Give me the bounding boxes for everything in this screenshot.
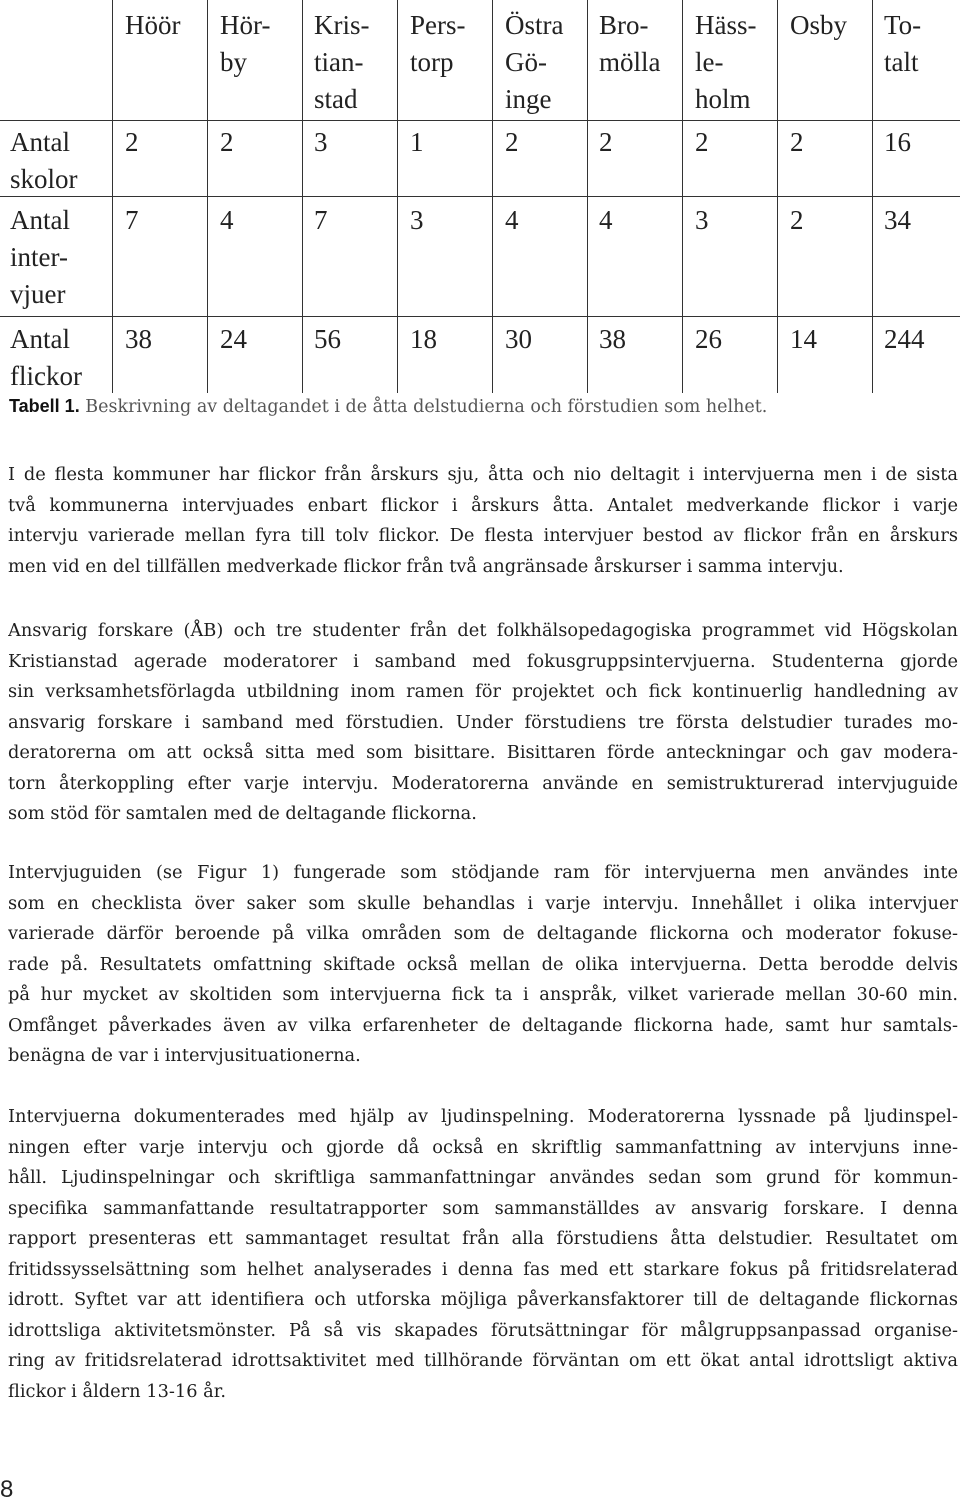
table-cell: 38 <box>599 324 626 354</box>
table-cell: 56 <box>314 324 341 354</box>
table-cell: 3 <box>695 205 709 235</box>
paragraph-line: benägna de var i intervjusituationerna. <box>8 1045 361 1066</box>
paragraph-3 <box>8 858 958 1072</box>
paragraph-line: Intervjuguiden (se Figur 1) fungerade som stödjande ram för intervjuerna men användes inte <box>8 862 958 883</box>
column-header: Häss- le- holm <box>695 10 757 114</box>
paragraph-line: ring av fritidsrelaterad idrottsaktivitet med tillhörande förväntan om ett ökat antal idrottsligt aktiva <box>8 1350 958 1371</box>
table-cell: 2 <box>220 127 234 157</box>
table-cell: 26 <box>695 324 722 354</box>
column-header: Osby <box>790 10 848 40</box>
column-header: Höör <box>125 10 181 40</box>
paragraph-line: på hur mycket av skoltiden som intervjuerna fick ta i anspråk, vilket varierade mellan 30-60 min. <box>8 984 958 1005</box>
paragraph-line: intervju varierade mellan fyra till tolv flickor. De flesta intervjuer bestod av flickor från en årskurs <box>8 525 958 546</box>
paragraph-4 <box>8 1102 958 1407</box>
table-cell: 34 <box>884 205 911 235</box>
paragraph-line: fritidssysselsättning som helhet analyserades i denna fas med ett starkare fokus på fritidsrelaterad <box>8 1258 958 1280</box>
table-cell: 2 <box>599 127 613 157</box>
caption-text: Beskrivning av deltagandet i de åtta delstudierna och förstudien som helhet. <box>79 397 768 417</box>
row-header: Antal skolor <box>10 127 78 194</box>
paragraph-line: ningen efter varje intervju och gjorde då också en skriftlig sammanfattning av intervjuns inne- <box>8 1136 958 1158</box>
table-cell: 3 <box>410 205 424 235</box>
column-header: Kris- tian- stad <box>314 10 370 114</box>
table-cell: 38 <box>125 324 152 354</box>
paragraph-line: Ansvarig forskare (ÅB) och tre studenter från det folkhälsopedagogiska programmet vid Högskolan <box>8 620 958 641</box>
paragraph-line: som en checklista över saker som skulle behandlas i varje intervju. Innehållet i olika intervjuer <box>8 892 958 914</box>
paragraph-line: torn återkoppling efter varje intervju. Moderatorerna använde en semistrukturerad intervjuguide <box>8 772 958 794</box>
table-cell: 24 <box>220 324 247 354</box>
paragraph-1 <box>8 460 958 582</box>
row-header: Antal flickor <box>10 324 82 391</box>
table-caption <box>9 393 767 420</box>
paragraph-line: rade på. Resultatets omfattning skiftade också mellan de olika intervjuerna. Detta berodde delvis <box>8 953 958 975</box>
paragraph-line: som stöd för samtalen med de deltagande flickorna. <box>8 803 477 824</box>
paragraph-line: specifika sammanfattande resultatrapporter som sammanställdes av ansvarig forskare. I denna <box>8 1197 958 1219</box>
table-cell: 2 <box>125 127 139 157</box>
page-number: 8 <box>0 1476 14 1503</box>
paragraph-line: ansvarig forskare i samband med förstudien. Under förstudiens tre första delstudier turades mo- <box>8 711 958 733</box>
paragraph-line: Omfånget påverkades även av vilka erfarenheter de deltagande flickorna hade, samt hur samtals- <box>8 1014 958 1036</box>
paragraph-line: men vid en del tillfällen medverkade flickor från två angränsade årskurser i samma intervju. <box>8 555 844 577</box>
paragraph-2 <box>8 616 958 830</box>
paragraph-line: håll. Ljudinspelningar och skriftliga sammanfattningar användes sedan som grund för kommun- <box>8 1167 958 1188</box>
paragraph-line: sin verksamhetsförlagda utbildning inom ramen för projektet och fick kontinuerlig handledning av <box>8 681 958 702</box>
row-header: Antal inter- vjuer <box>10 205 70 309</box>
table-cell: 2 <box>505 127 519 157</box>
paragraph-line: två kommunerna intervjuades enbart flickor i årskurs åtta. Antalet medverkande flickor i varje <box>8 494 958 516</box>
table-cell: 2 <box>790 127 804 157</box>
paragraph-line: Intervjuerna dokumenterades med hjälp av ljudinspelning. Moderatorerna lyssnade på ljudinspel- <box>8 1106 958 1127</box>
table-cell: 16 <box>884 127 911 157</box>
table-cell: 3 <box>314 127 328 157</box>
paragraph-line: I de flesta kommuner har flickor från årskurs sju, åtta och nio deltagit i intervjuerna men i de sista <box>8 464 958 485</box>
table-cell: 18 <box>410 324 437 354</box>
column-header: Hör- by <box>220 10 271 77</box>
paragraph-line: idrottsliga aktivitetsmönster. På så vis skapades förutsättningar för målgruppsanpassad organise- <box>8 1319 958 1341</box>
table-cell: 4 <box>505 205 519 235</box>
paragraph-line: Kristianstad agerade moderatorer i samband med fokusgruppsintervjuerna. Studenterna gjorde <box>8 650 958 672</box>
column-header: Pers- torp <box>410 10 466 77</box>
table-cell: 7 <box>314 205 328 235</box>
participation-table <box>0 0 960 393</box>
column-header: To- talt <box>884 10 922 77</box>
table-cell: 4 <box>599 205 613 235</box>
paragraph-line: varierade därför beroende på vilka områden som de deltagande flickorna och moderator fokuse- <box>8 923 958 944</box>
paragraph-line: deratorerna om att också sitta med som bisittare. Bisittaren förde anteckningar och gav modera- <box>8 742 958 763</box>
table-cell: 4 <box>220 205 234 235</box>
table-row-rule <box>0 120 960 121</box>
paragraph-line: rapport presenteras ett sammantaget resultat från alla förstudiens åtta delstudier. Resultatet om <box>8 1228 958 1249</box>
table-row-rule <box>0 196 960 197</box>
table-cell: 7 <box>125 205 139 235</box>
table-cell: 2 <box>695 127 709 157</box>
table-row-rule <box>0 316 960 317</box>
column-header: Östra Gö- inge <box>505 10 564 114</box>
table-cell: 244 <box>884 324 925 354</box>
table-cell: 1 <box>410 127 424 157</box>
table-cell: 14 <box>790 324 817 354</box>
paragraph-line: flickor i åldern 13-16 år. <box>8 1380 226 1402</box>
column-header: Bro- mölla <box>599 10 661 77</box>
table-cell: 30 <box>505 324 532 354</box>
table-cell: 2 <box>790 205 804 235</box>
caption-label: Tabell 1. <box>9 396 80 416</box>
paragraph-line: idrott. Syftet var att identifiera och utforska möjliga påverkansfaktorer till de deltagande flickornas <box>8 1289 958 1310</box>
